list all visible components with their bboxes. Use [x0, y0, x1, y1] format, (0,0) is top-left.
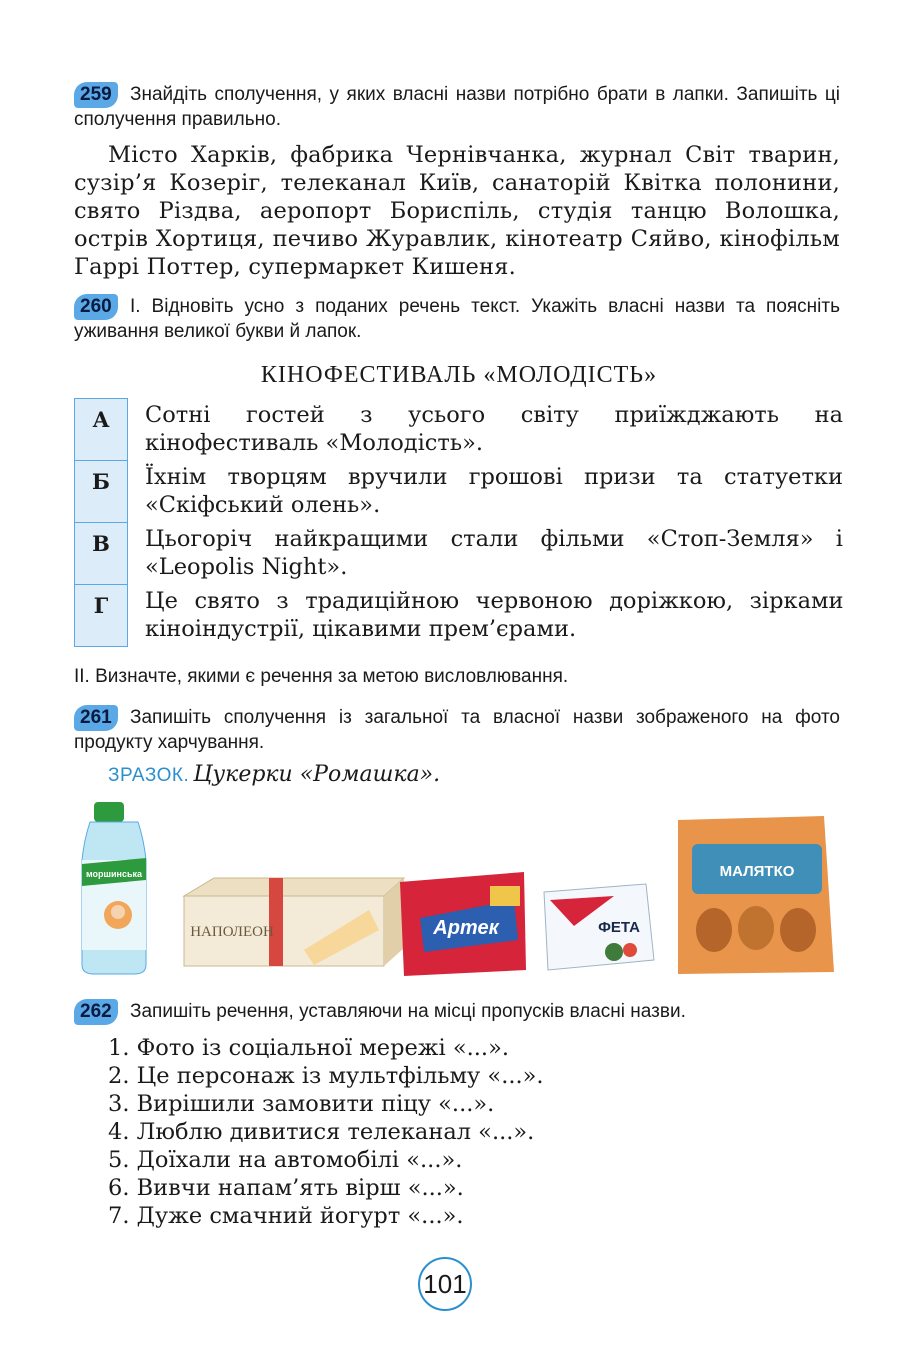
- table-row: [75, 461, 844, 523]
- list-item: 7. Дуже смачний йогурт «...».: [108, 1203, 464, 1229]
- task-instruction: Знайдіть сполучення, у яких власні назви потрібно брати в лапки. Запишіть ці сполучення правильно.: [74, 84, 840, 130]
- svg-text:НАПОЛЕОН: НАПОЛЕОН: [190, 924, 274, 940]
- sentence-label: Г: [75, 585, 128, 647]
- exercise-text: Місто Харків, фабрика Чернівчанка, журнал Світ тварин, сузір’я Козеріг, телеканал Київ, санаторій Квітка полонини, свято Різдва, аеропорт Бориспіль, студія танцю Волошка, острів Хортиця, печиво Журавлик, кінотеатр Сяйво, кінофільм Гаррі Поттер, супермаркет Кишеня.: [74, 142, 840, 280]
- task-number-badge: 262: [74, 999, 118, 1025]
- list-item: 3. Вирішили замовити піцу «...».: [108, 1091, 495, 1117]
- table-row: [75, 585, 844, 647]
- svg-text:ФЕТА: ФЕТА: [598, 919, 640, 936]
- svg-text:моршинська: моршинська: [85, 869, 143, 879]
- sentence-label: А: [75, 399, 128, 461]
- sentence-text: Сотні гостей з усього світу приїжджають на кінофестиваль «Молодість».: [145, 401, 843, 456]
- sample-label: ЗРАЗОК.: [108, 765, 190, 786]
- task-instruction: Запишіть речення, уставляючи на місці пропусків власні назви.: [130, 1001, 686, 1022]
- task-number-badge: 260: [74, 294, 118, 320]
- text-title: КІНОФЕСТИВАЛЬ «МОЛОДІСТЬ»: [260, 362, 658, 388]
- water-bottle-image: [82, 802, 146, 974]
- sentence-text: Цьогоріч найкращими стали фільми «Стоп-Земля» і «Leopolis Night».: [145, 525, 843, 580]
- page-number: 101: [418, 1257, 472, 1311]
- task-number-badge: 259: [74, 82, 118, 108]
- list-item: 5. Доїхали на автомобілі «...».: [108, 1147, 463, 1173]
- sentence-text: Це свято з традиційною червоною доріжкою, зірками кіноіндустрії, цікавими прем’єрами.: [145, 587, 844, 642]
- task-number-badge: 261: [74, 705, 118, 731]
- sentence-label: В: [75, 523, 128, 585]
- task-instruction: І. Відновіть усно з поданих речень текст. Укажіть власні назви та поясніть уживання великої букви й лапок.: [74, 296, 840, 342]
- fill-in-list: [108, 1034, 544, 1230]
- task-part-two: ІІ. Визначте, якими є речення за метою висловлювання.: [74, 666, 569, 687]
- sentence-label: Б: [75, 461, 128, 523]
- sample-text: Цукерки «Ромашка».: [193, 762, 441, 787]
- feta-pack-image: [544, 884, 654, 970]
- list-item: 4. Люблю дивитися телеканал «...».: [108, 1119, 535, 1145]
- sentence-text: Їхнім творцям вручили грошові призи та статуетки «Скіфський олень».: [145, 463, 843, 518]
- wafer-pack-image: [400, 872, 526, 976]
- table-row: [75, 399, 844, 461]
- bun-pack-image: [678, 816, 834, 974]
- list-item: 2. Це персонаж із мультфільму «...».: [108, 1063, 544, 1089]
- task-instruction: Запишіть сполучення із загальної та власної назви зображеного на фото продукту харчування.: [74, 707, 840, 753]
- list-item: 6. Вивчи напам’ять вірш «...».: [108, 1175, 464, 1201]
- table-row: [75, 523, 844, 585]
- cake-box-image: [184, 878, 404, 966]
- svg-text:Артек: Артек: [433, 917, 499, 939]
- list-item: 1. Фото із соціальної мережі «...».: [108, 1035, 509, 1061]
- svg-text:МАЛЯТКО: МАЛЯТКО: [719, 863, 795, 880]
- product-photos: [74, 800, 844, 980]
- sample: [108, 762, 440, 787]
- sentences-table: [74, 398, 844, 647]
